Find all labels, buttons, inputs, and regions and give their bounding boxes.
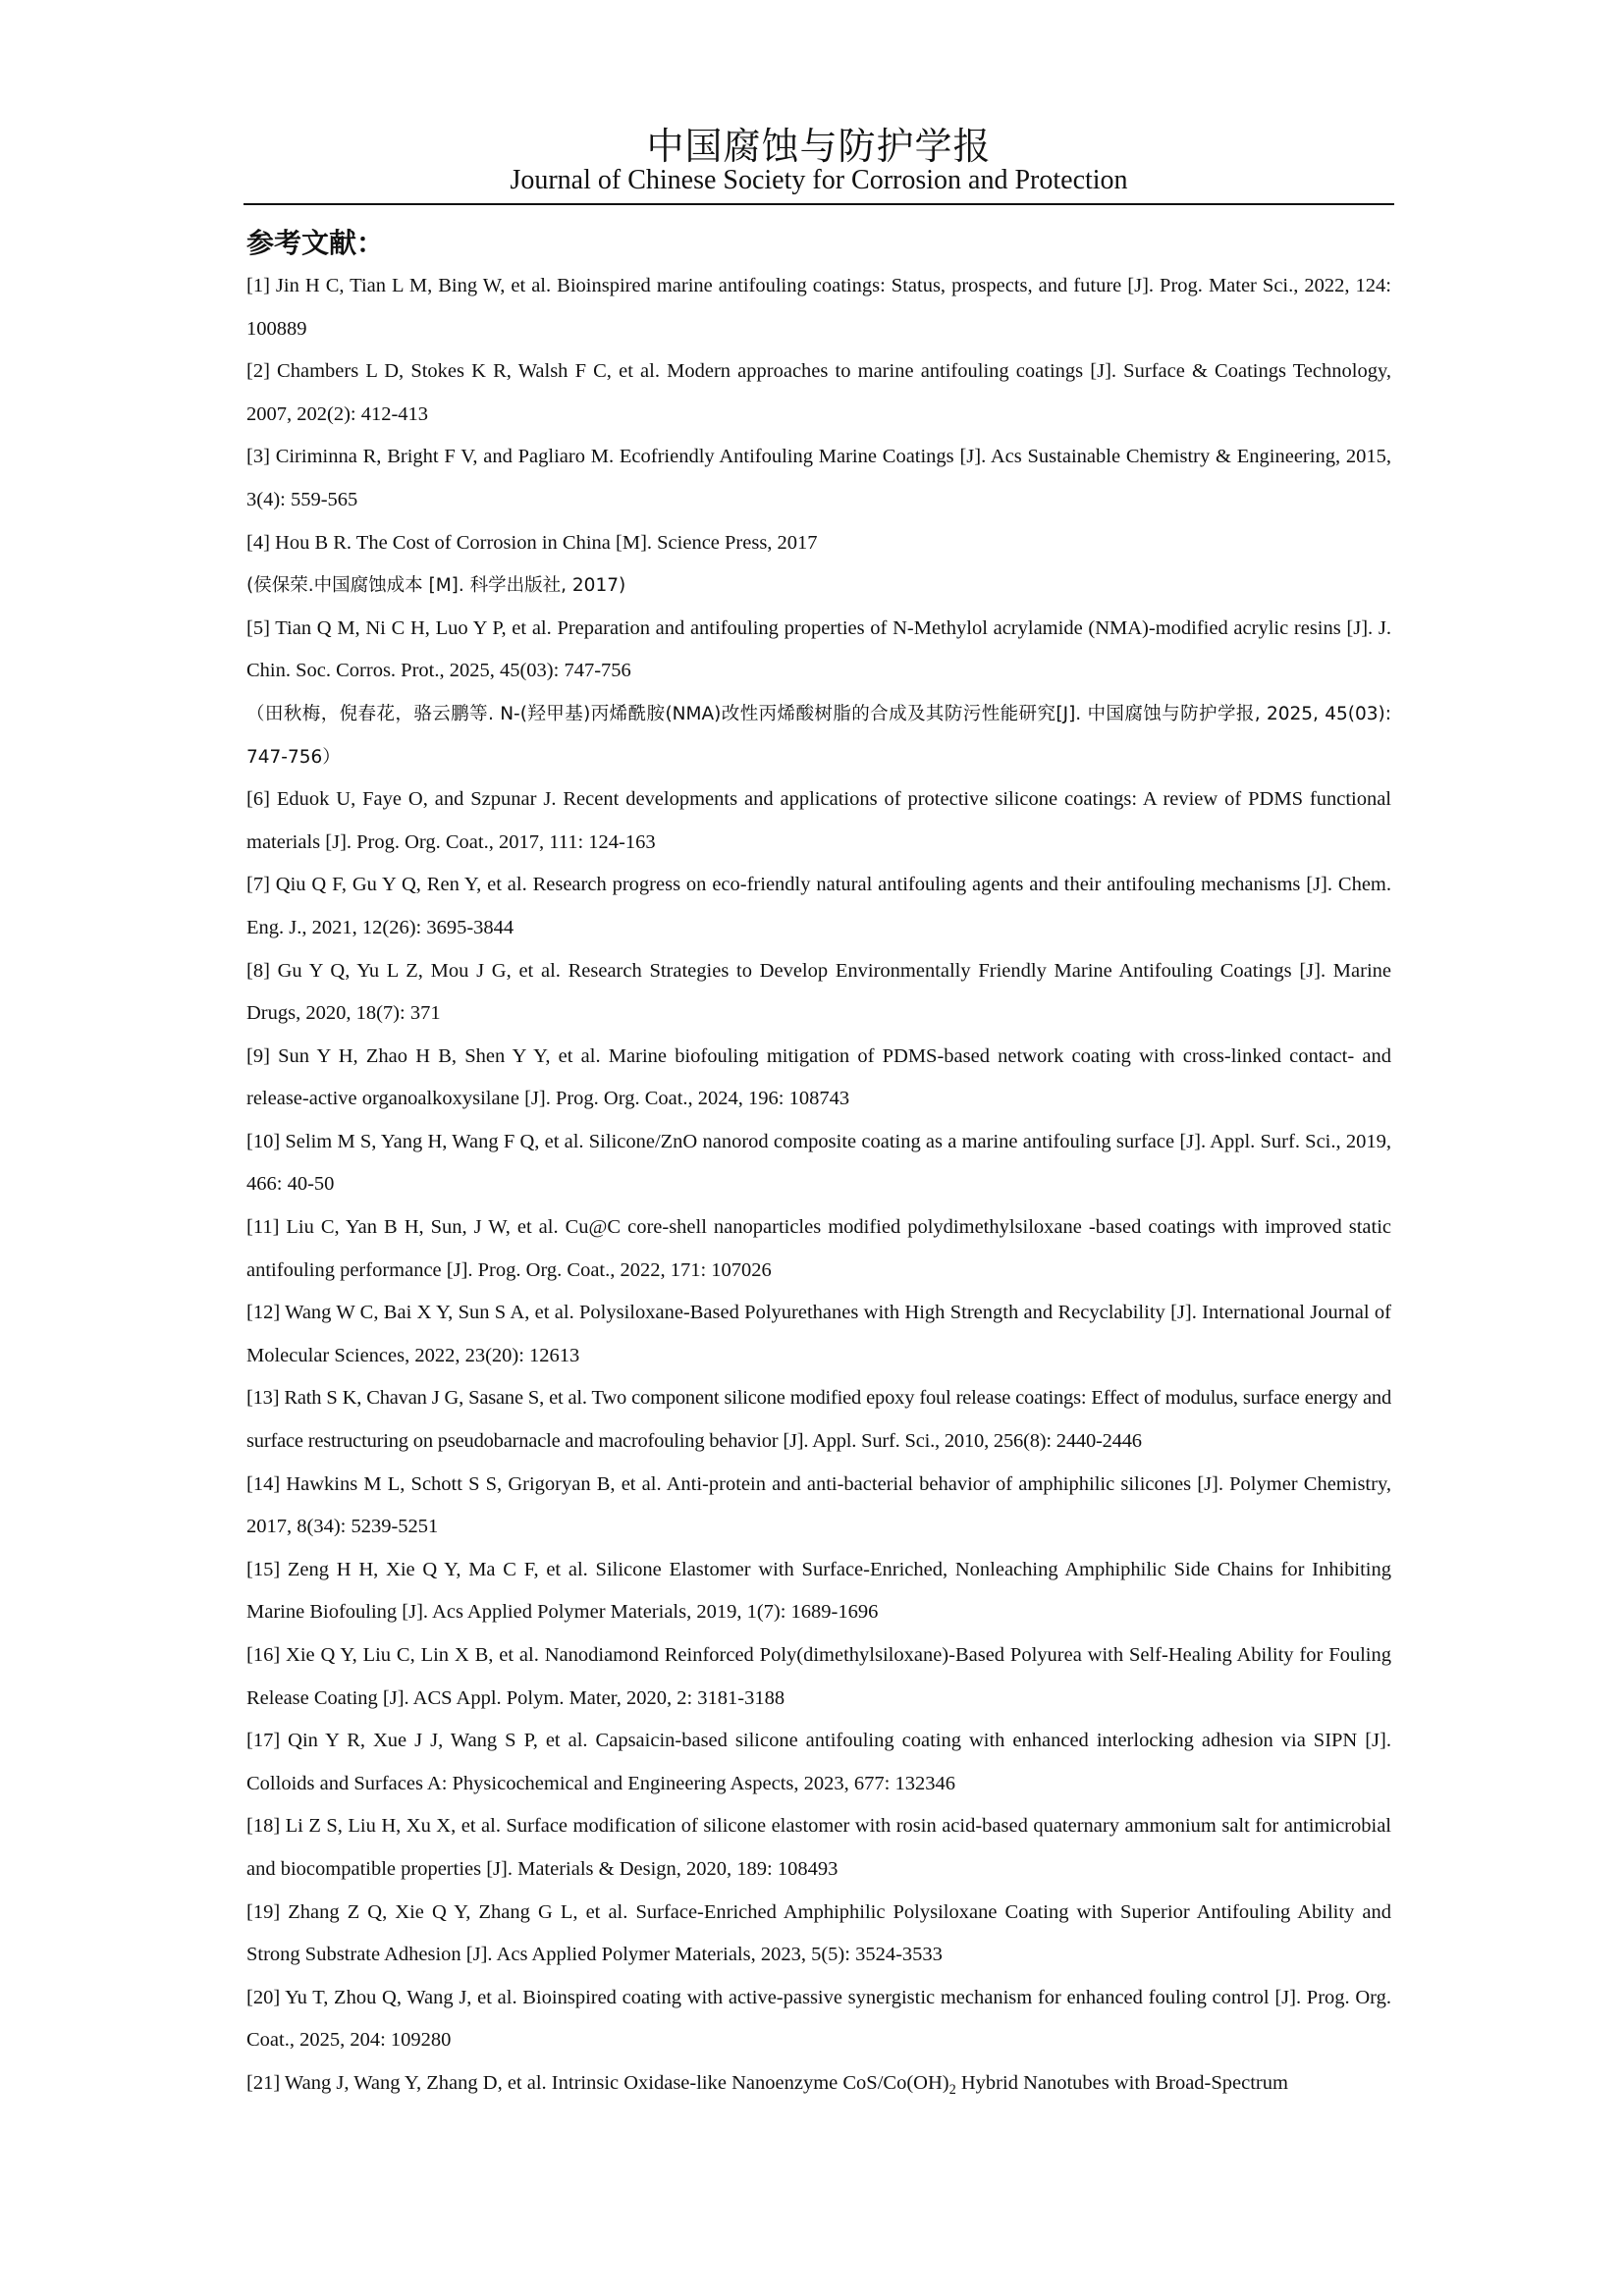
reference-item: [3] Ciriminna R, Bright F V, and Pagliaro M. Ecofriendly Antifouling Marine Coatings [J]. Acs Sustainable Chemistry & Engineering, 2015, 3(4): 559-565 [246,446,1391,510]
reference-item: [4] Hou B R. The Cost of Corrosion in China [M]. Science Press, 2017 [246,531,818,554]
reference-item: [13] Rath S K, Chavan J G, Sasane S, et al. Two component silicone modified epoxy foul release coatings: Effect of modulus, surface energy and surface restructuring on pseudobarnacle and macrofouling behavior [J]. Appl. Surf. Sci., 2010, 256(8): 2440-2446 [246,1387,1391,1453]
reference-item: [18] Li Z S, Liu H, Xu X, et al. Surface modification of silicone elastomer with rosin acid-based quaternary ammonium salt for antimicrobial and biocompatible properties [J]. Materials & Design, 2020, 189: 108493 [246,1815,1391,1880]
reference-list [246,265,1391,2106]
reference-item: [16] Xie Q Y, Liu C, Lin X B, et al. Nanodiamond Reinforced Poly(dimethylsiloxane)-Based Polyurea with Self-Healing Ability for Fouling Release Coating [J]. ACS Appl. Polym. Mater, 2020, 2: 3181-3188 [246,1644,1391,1709]
reference-21-text-end: Hybrid Nanotubes with Broad-Spectrum [955,2071,1288,2094]
reference-translation: （田秋梅，倪春花，骆云鹏等. N-(羟甲基)丙烯酰胺(NMA)改性丙烯酸树脂的合成及其防污性能研究[J]. 中国腐蚀与防护学报, 2025, 45(03): 747-756） [246,703,1391,768]
reference-item: [1] Jin H C, Tian L M, Bing W, et al. Bioinspired marine antifouling coatings: Status, prospects, and future [J]. Prog. Mater Sci., 2022, 124: 100889 [246,275,1391,340]
reference-item: [8] Gu Y Q, Yu L Z, Mou J G, et al. Research Strategies to Develop Environmentally Friendly Marine Antifouling Coatings [J]. Marine Drugs, 2020, 18(7): 371 [246,959,1391,1025]
reference-translation: (侯保荣.中国腐蚀成本 [M]. 科学出版社, 2017) [246,575,626,597]
reference-item: [19] Zhang Z Q, Xie Q Y, Zhang G L, et al. Surface-Enriched Amphiphilic Polysiloxane Coating with Superior Antifouling Ability and Strong Substrate Adhesion [J]. Acs Applied Polymer Materials, 2023, 5(5): 3524-3533 [246,1900,1391,1966]
reference-21-subscript: 2 [948,2082,956,2099]
journal-title-chinese: 中国腐蚀与防护学报 [646,125,992,168]
reference-21-text: [21] Wang J, Wang Y, Zhang D, et al. Intrinsic Oxidase-like Nanoenzyme CoS/Co(OH) [246,2071,949,2094]
references-heading: 参考文献： [246,227,385,259]
reference-item: [7] Qiu Q F, Gu Y Q, Ren Y, et al. Research progress on eco-friendly natural antifouling agents and their antifouling mechanisms [J]. Chem. Eng. J., 2021, 12(26): 3695-3844 [246,874,1391,938]
reference-item: [14] Hawkins M L, Schott S S, Grigoryan B, et al. Anti-protein and anti-bacterial behavior of amphiphilic silicones [J]. Polymer Chemistry, 2017, 8(34): 5239-5251 [246,1472,1391,1538]
reference-item: [2] Chambers L D, Stokes K R, Walsh F C, et al. Modern approaches to marine antifouling coatings [J]. Surface & Coatings Technology, 2007, 202(2): 412-413 [246,360,1391,425]
reference-item: [9] Sun Y H, Zhao H B, Shen Y Y, et al. Marine biofouling mitigation of PDMS-based network coating with cross-linked contact- and release-active organoalkoxysilane [J]. Prog. Org. Coat., 2024, 196: 108743 [246,1044,1391,1110]
journal-title-english: Journal of Chinese Society for Corrosion and Protection [510,165,1128,195]
reference-item: [17] Qin Y R, Xue J J, Wang S P, et al. Capsaicin-based silicone antifouling coating with enhanced interlocking adhesion via SIPN [J]. Colloids and Surfaces A: Physicochemical and Engineering Aspects, 2023, 677: 132346 [246,1730,1391,1794]
reference-item-21 [246,2062,1391,2106]
reference-item: [20] Yu T, Zhou Q, Wang J, et al. Bioinspired coating with active-passive synergistic mechanism for enhanced fouling control [J]. Prog. Org. Coat., 2025, 204: 109280 [246,1986,1391,2052]
reference-item: [15] Zeng H H, Xie Q Y, Ma C F, et al. Silicone Elastomer with Surface-Enriched, Nonleaching Amphiphilic Side Chains for Inhibiting Marine Biofouling [J]. Acs Applied Polymer Materials, 2019, 1(7): 1689-1696 [246,1558,1391,1624]
reference-item: [5] Tian Q M, Ni C H, Luo Y P, et al. Preparation and antifouling properties of N-Methylol acrylamide (NMA)-modified acrylic resins [J]. J. Chin. Soc. Corros. Prot., 2025, 45(03): 747-756 [246,616,1391,682]
reference-item: [6] Eduok U, Faye O, and Szpunar J. Recent developments and applications of protective silicone coatings: A review of PDMS functional materials [J]. Prog. Org. Coat., 2017, 111: 124-163 [246,788,1391,853]
header-divider [244,203,1394,205]
reference-item: [11] Liu C, Yan B H, Sun, J W, et al. Cu@C core-shell nanoparticles modified polydimethylsiloxane -based coatings with improved static antifouling performance [J]. Prog. Org. Coat., 2022, 171: 107026 [246,1216,1391,1281]
reference-item: [10] Selim M S, Yang H, Wang F Q, et al. Silicone/ZnO nanorod composite coating as a marine antifouling surface [J]. Appl. Surf. Sci., 2019, 466: 40-50 [246,1130,1391,1196]
reference-item: [12] Wang W C, Bai X Y, Sun S A, et al. Polysiloxane-Based Polyurethanes with High Strength and Recyclability [J]. International Journal of Molecular Sciences, 2022, 23(20): 12613 [246,1302,1391,1366]
